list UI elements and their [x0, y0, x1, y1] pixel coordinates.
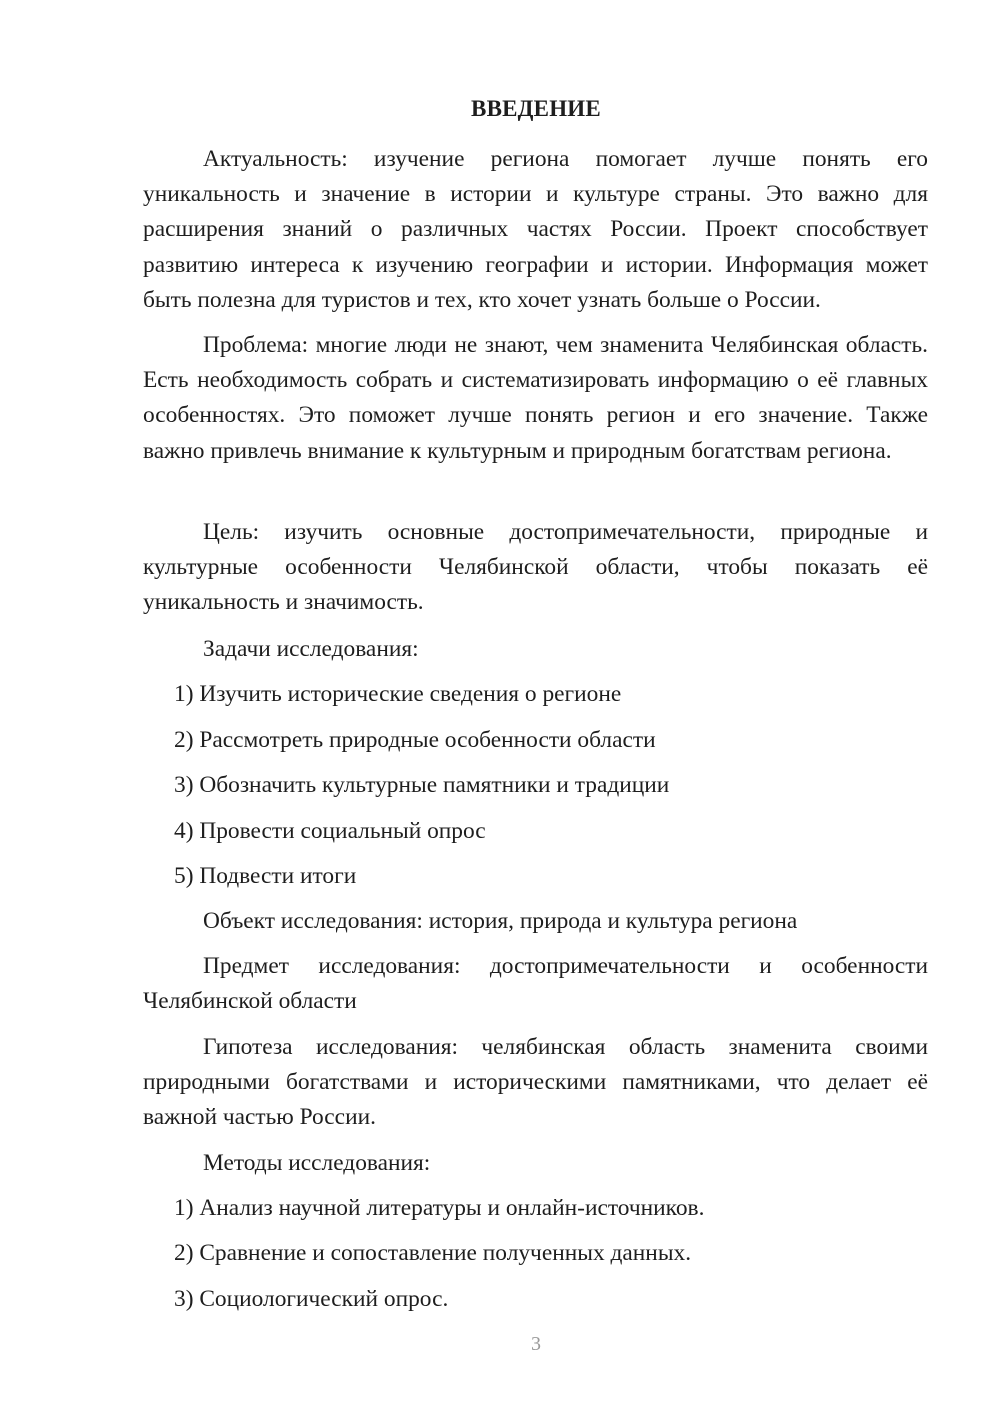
- page-title: ВВЕДЕНИЕ: [471, 96, 601, 121]
- methods-heading: Методы исследования:: [203, 1150, 431, 1176]
- object-paragraph: Объект исследования: история, природа и культура региона: [203, 908, 798, 934]
- subject-paragraph: Предмет исследования: достопримечательности и особенности Челябинской области: [143, 953, 928, 1015]
- task-item: 1) Изучить исторические сведения о регионе: [174, 681, 622, 707]
- method-item: 2) Сравнение и сопоставление полученных данных.: [174, 1240, 692, 1266]
- task-item: 5) Подвести итоги: [174, 863, 357, 889]
- task-item: 3) Обозначить культурные памятники и традиции: [174, 772, 670, 798]
- relevance-paragraph: Актуальность: изучение региона помогает лучше понять его уникальность и значение в истории и культуре страны. Это важно для расширения знаний о различных частях России. Проект способствует развитию интереса к изучению географии и истории. Информация может быть полезна для туристов и тех, кто хочет узнать больше о России.: [143, 146, 928, 313]
- problem-paragraph: Проблема: многие люди не знают, чем знаменита Челябинская область. Есть необходимость собрать и систематизировать информацию о её главных особенностях. Это поможет лучше понять регион и его значение. Также важно привлечь внимание к культурным и природным богатствам региона.: [143, 332, 928, 464]
- method-item: 1) Анализ научной литературы и онлайн-источников.: [174, 1195, 705, 1221]
- goal-paragraph: Цель: изучить основные достопримечательности, природные и культурные особенности Челябинской области, чтобы показать её уникальность и значимость.: [143, 519, 928, 616]
- page-number: 3: [531, 1333, 541, 1355]
- task-item: 4) Провести социальный опрос: [174, 818, 486, 844]
- tasks-heading: Задачи исследования:: [203, 636, 419, 662]
- hypothesis-paragraph: Гипотеза исследования: челябинская область знаменита своими природными богатствами и историческими памятниками, что делает её важной частью России.: [143, 1034, 928, 1131]
- task-item: 2) Рассмотреть природные особенности области: [174, 727, 656, 753]
- method-item: 3) Социологический опрос.: [174, 1286, 449, 1312]
